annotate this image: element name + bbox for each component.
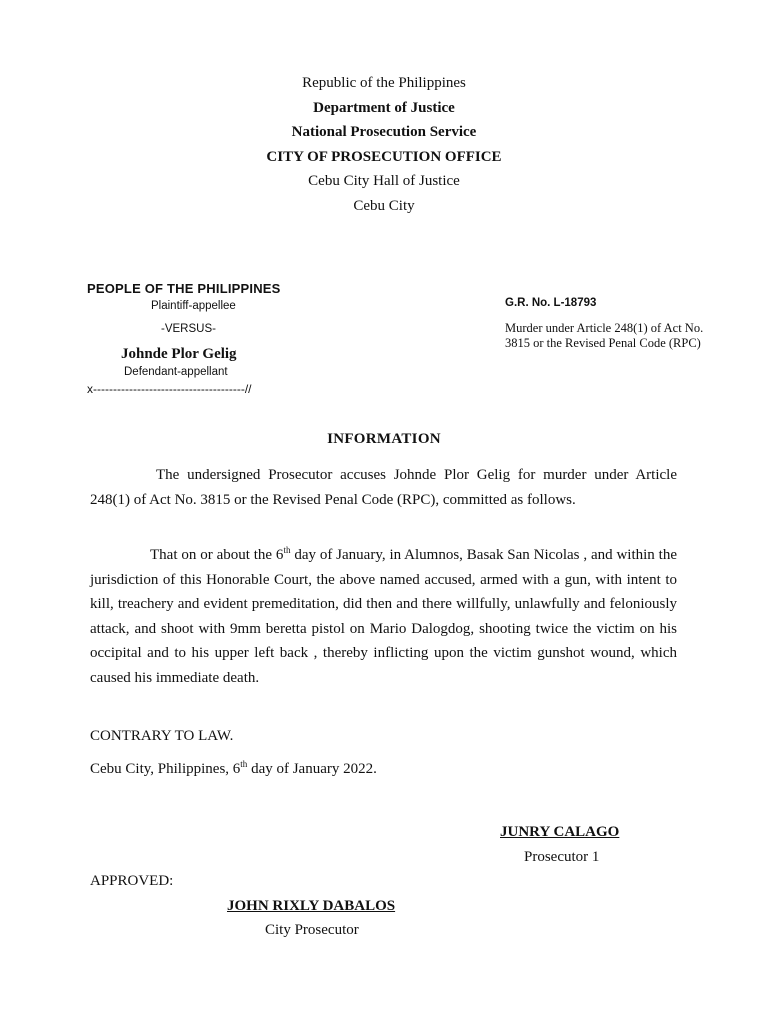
contrary-to-law: CONTRARY TO LAW. (90, 728, 234, 744)
letterhead-hall: Cebu City Hall of Justice (308, 173, 460, 190)
case-caption-details (505, 297, 705, 351)
letterhead-office: CITY OF PROSECUTION OFFICE (266, 148, 502, 165)
letterhead (0, 71, 768, 219)
prosecutor-name: JUNRY CALAGO (500, 824, 620, 840)
case-number: G.R. No. L-18793 (505, 297, 597, 309)
dateline-start: Cebu City, Philippines, 6 (90, 761, 241, 777)
dateline-ordinal-suffix: th (240, 759, 248, 769)
case-caption-parties (87, 281, 347, 396)
dateline (90, 757, 677, 782)
facts-ordinal-suffix: th (283, 545, 291, 555)
letterhead-republic: Republic of the Philippines (302, 75, 466, 91)
facts-text-start: That on or about the 6 (150, 547, 284, 563)
approved-label: APPROVED: (90, 873, 174, 889)
facts-text-rest: day of January, in Alumnos, Basak San Nicolas , and within the jurisdiction of this Honorable Court, the above named accused, armed with a gun, with intent to kill, treachery and evident premeditation, did then and there willfully, unlawfully and feloniously attack, and shoot with 9mm beretta pistol on Mario Dalogdog, shooting twice the victim on his occipital and to his upper left back , thereby inflicting upon the victim gunshot wound, which caused his immediate death. (90, 547, 677, 686)
plaintiff-role: Plaintiff-appellee (151, 300, 236, 312)
caption-separator: x--------------------------------------// (87, 382, 252, 396)
approver-name: JOHN RIXLY DABALOS (227, 898, 396, 914)
facts-paragraph (90, 543, 677, 691)
versus-label: -VERSUS- (161, 323, 216, 335)
dateline-rest: day of January 2022. (247, 761, 377, 777)
charge-description: Murder under Article 248(1) of Act No. 3815 or the Revised Penal Code (RPC) (505, 321, 704, 351)
document-title: INFORMATION (327, 431, 441, 447)
defendant-role: Defendant-appellant (124, 366, 228, 378)
approver-title: City Prosecutor (265, 922, 359, 938)
letterhead-service: National Prosecution Service (291, 124, 477, 141)
plaintiff-name: PEOPLE OF THE PHILIPPINES (87, 281, 281, 296)
letterhead-department: Department of Justice (313, 99, 455, 116)
letterhead-city: Cebu City (353, 197, 415, 214)
accusation-paragraph: The undersigned Prosecutor accuses Johnde Plor Gelig for murder under Article 248(1) of Act No. 3815 or the Revised Penal Code (RPC), committed as follows. (90, 467, 677, 508)
defendant-name: Johnde Plor Gelig (121, 346, 237, 362)
prosecutor-title: Prosecutor 1 (524, 849, 600, 865)
